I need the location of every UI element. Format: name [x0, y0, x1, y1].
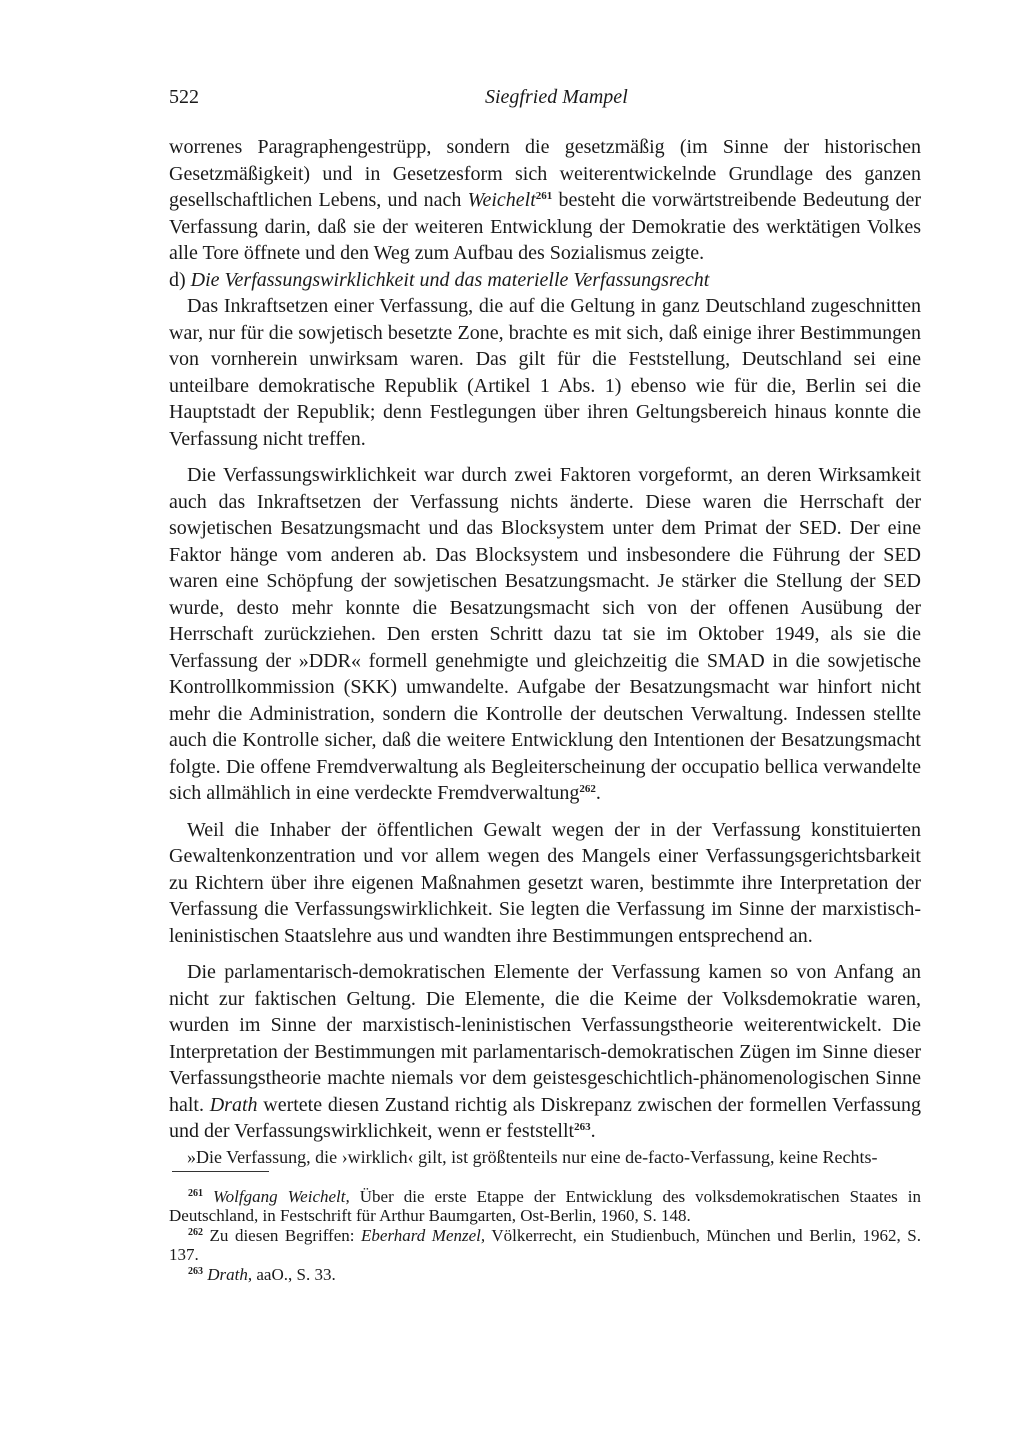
section-label: d) — [169, 268, 186, 291]
text-run: wertete diesen Zustand richtig als Diskrepanz zwischen der formellen Verfassung und der Verfassungswirklichkeit, wenn er feststellt — [169, 1093, 921, 1142]
footnote-number: 262 — [188, 1227, 203, 1238]
footnote — [169, 1226, 921, 1264]
footnote-text: Zu diesen Begriffen: — [203, 1226, 362, 1245]
section-title: Die Verfassungswirklichkeit und das materielle Verfassungsrecht — [190, 268, 710, 291]
footnote-author: Drath, — [207, 1265, 253, 1284]
footnote-ref: 262 — [579, 783, 596, 795]
footnote-text: Völkerrecht, ein Studienbuch, München und Berlin, 1962, S. 137. — [169, 1226, 921, 1264]
footnote-divider — [172, 1171, 269, 1172]
footnotes — [169, 1187, 921, 1285]
section-heading — [169, 267, 921, 294]
paragraph-continued — [169, 134, 921, 267]
text-run: Die Verfassungswirklichkeit war durch zwei Faktoren vorgeformt, an deren Wirksamkeit auch das Inkraftsetzen der Verfassung nichts änderte. Diese waren die Herrschaft der sowjetischen Besatzungsmacht und das Blocksystem unter dem Primat der SED. Der eine Faktor hänge vom anderen ab. Das Blocksystem und insbesondere die Führung der SED waren eine Schöpfung der sowjetischen Besatzungsmacht. Je stärker die Stellung der SED wurde, desto mehr konnte die Besatzungsmacht sich von der offenen Ausübung der Herrschaft zurückziehen. Den ersten Schritt dazu tat sie im Oktober 1949, als sie die Verfassung der »DDR« formell genehmigte und gleichzeitig die SMAD in die sowjetische Kontrollkommission (SKK) umwandelte. Aufgabe der Besatzungsmacht war hinfort nicht mehr die Administration, sondern die Kontrolle der deutschen Verwaltung. Indessen stellte auch die Kontrolle sicher, daß die weitere Entwicklung den Intentionen der Besatzungsmacht folgte. Die offene Fremdverwaltung als Begleiterscheinung der occupatio bellica verwandelte sich allmählich in eine verdeckte Fremdverwaltung — [169, 464, 921, 804]
paragraph: Das Inkraftsetzen einer Verfassung, die auf die Geltung in ganz Deutschland zugeschnitten war, nur für die sowjetisch besetzte Zone, brachte es mit sich, daß einige ihrer Bestimmungen von vornherein unwirksam waren. Das gilt für die Feststellung, Deutschland sei eine unteilbare demokratische Republik (Artikel 1 Abs. 1) ebenso wie für die, Berlin sei die Hauptstadt der Republik; denn Festlegungen über ihren Geltungsbereich hinaus konnte die Verfassung nicht treffen. — [169, 295, 921, 450]
paragraph — [169, 959, 921, 1145]
text-run: . — [595, 782, 601, 804]
footnote — [169, 1265, 921, 1284]
quotation: »Die Verfassung, die ›wirklich‹ gilt, ist größtenteils nur eine de-facto-Verfassung, keine Rechts- — [187, 1146, 878, 1167]
paragraph: Weil die Inhaber der öffentlichen Gewalt wegen der in der Verfassung konstituierten Gewaltenkonzentration und vor allem wegen des Mangels einer Verfassungsgerichtsbarkeit zu Richtern über ihre eigenen Maßnahmen gesetzt waren, bestimmte ihre Interpretation der Verfassung die Verfassungswirklichkeit. Sie legten die Verfassung im Sinne der marxistisch-leninistischen Staatslehre aus und wandten ihre Bestimmungen entsprechend an. — [169, 818, 921, 947]
author-name: Weichelt — [467, 189, 536, 211]
author-name: Drath — [209, 1093, 258, 1116]
text-run: besteht die vorwärtstreibende Bedeutung der Verfassung darin, daß sie der weiteren Entwicklung der Demokratie des werktätigen Volkes alle Tore öffnete und den Weg zum Aufbau des Sozialismus zeigte. — [169, 189, 921, 264]
footnote-author: Eberhard Menzel, — [361, 1226, 486, 1245]
footnote-ref: 261 — [535, 190, 553, 202]
main-text — [169, 134, 921, 1169]
text-run: worrenes Paragraphengestrüpp, sondern die gesetzmäßig (im Sinne der historischen Gesetzmäßigkeit) und in Gesetzesform sich weiterentwickelnde Grundlage des ganzen gesellschaftlichen Lebens, und nach — [169, 136, 921, 211]
text-run: . — [590, 1120, 596, 1142]
footnote-author: Wolfgang Weichelt, — [213, 1187, 350, 1206]
running-head: Siegfried Mampel — [485, 86, 628, 108]
text-run: Die parlamentarisch-demokratischen Elemente der Verfassung kamen so von Anfang an nicht zur faktischen Geltung. Die Elemente, die die Keime der Volksdemokratie waren, wurden im Sinne der marxistisch-leninistischen Verfassungstheorie weiterentwickelt. Die Interpretation der Bestimmungen mit parlamentarisch-demokratischen Zügen im Sinne dieser Verfassungstheorie machte niemals vor dem geistesgeschichtlich-phänomenologischen Sinne halt. — [169, 961, 921, 1116]
footnote-number: 261 — [188, 1188, 203, 1199]
footnote-number: 263 — [188, 1266, 203, 1277]
footnote-text: Über die erste Etappe der Entwicklung des volksdemokratischen Staates in Deutschland, in Festschrift für Arthur Baumgarten, Ost-Berlin, 1960, S. 148. — [169, 1187, 921, 1225]
page-number: 522 — [169, 86, 199, 108]
footnote-ref: 263 — [574, 1121, 591, 1133]
paragraph — [169, 462, 921, 807]
footnote-text: aaO., S. 33. — [252, 1265, 336, 1284]
footnote — [169, 1187, 921, 1225]
